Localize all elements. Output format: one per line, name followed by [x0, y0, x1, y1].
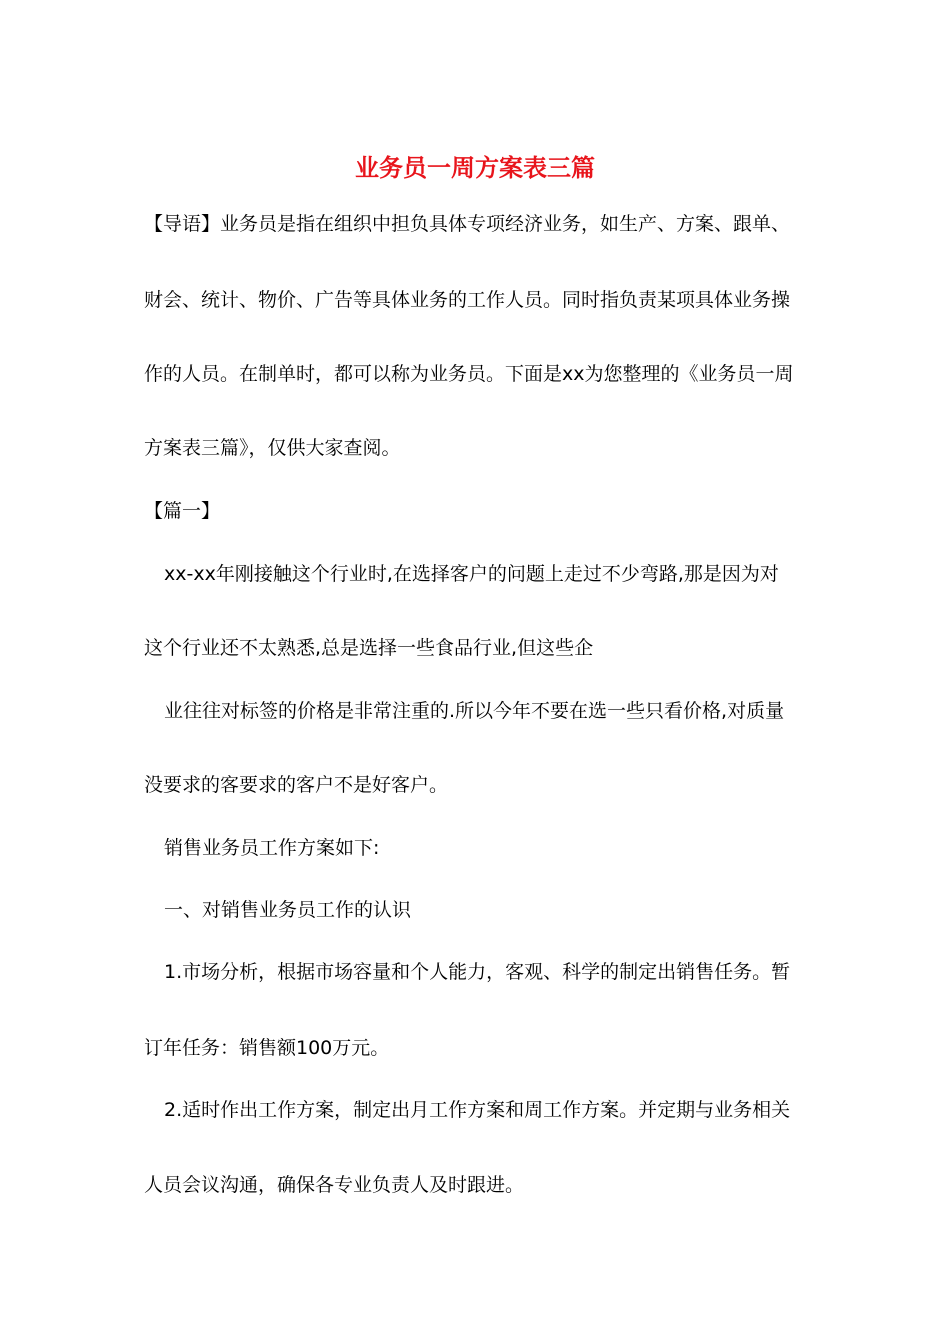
paragraph-line: 业往往对标签的价格是非常注重的.所以今年不要在选一些只看价格,对质量 — [164, 700, 785, 722]
paragraph-line: 人员会议沟通，确保各专业负责人及时跟进。 — [144, 1174, 525, 1196]
paragraph-line: 财会、统计、物价、广告等具体业务的工作人员。同时指负责某项具体业务操 — [144, 289, 791, 311]
paragraph-line: 没要求的客要求的客户不是好客户。 — [144, 774, 449, 796]
paragraph-line: xx-xx年刚接触这个行业时,在选择客户的问题上走过不少弯路,那是因为对 — [164, 563, 779, 585]
section-heading: 一、对销售业务员工作的认识 — [164, 899, 412, 921]
paragraph-line: 方案表三篇》，仅供大家查阅。 — [144, 437, 401, 459]
paragraph-line: 2.适时作出工作方案，制定出月工作方案和周工作方案。并定期与业务相关 — [164, 1099, 791, 1121]
paragraph-line: 销售业务员工作方案如下: — [164, 837, 380, 859]
paragraph-line: 这个行业还不太熟悉,总是选择一些食品行业,但这些企 — [144, 637, 594, 659]
paragraph-line: 【导语】业务员是指在组织中担负具体专项经济业务，如生产、方案、跟单、 — [144, 213, 791, 235]
paragraph-line: 订年任务：销售额100万元。 — [144, 1037, 390, 1059]
document-title: 业务员一周方案表三篇 — [355, 154, 595, 182]
paragraph-line: 1.市场分析，根据市场容量和个人能力，客观、科学的制定出销售任务。暂 — [164, 961, 791, 983]
section-heading: 【篇一】 — [144, 500, 221, 522]
paragraph-line: 作的人员。在制单时，都可以称为业务员。下面是xx为您整理的《业务员一周 — [144, 363, 794, 385]
